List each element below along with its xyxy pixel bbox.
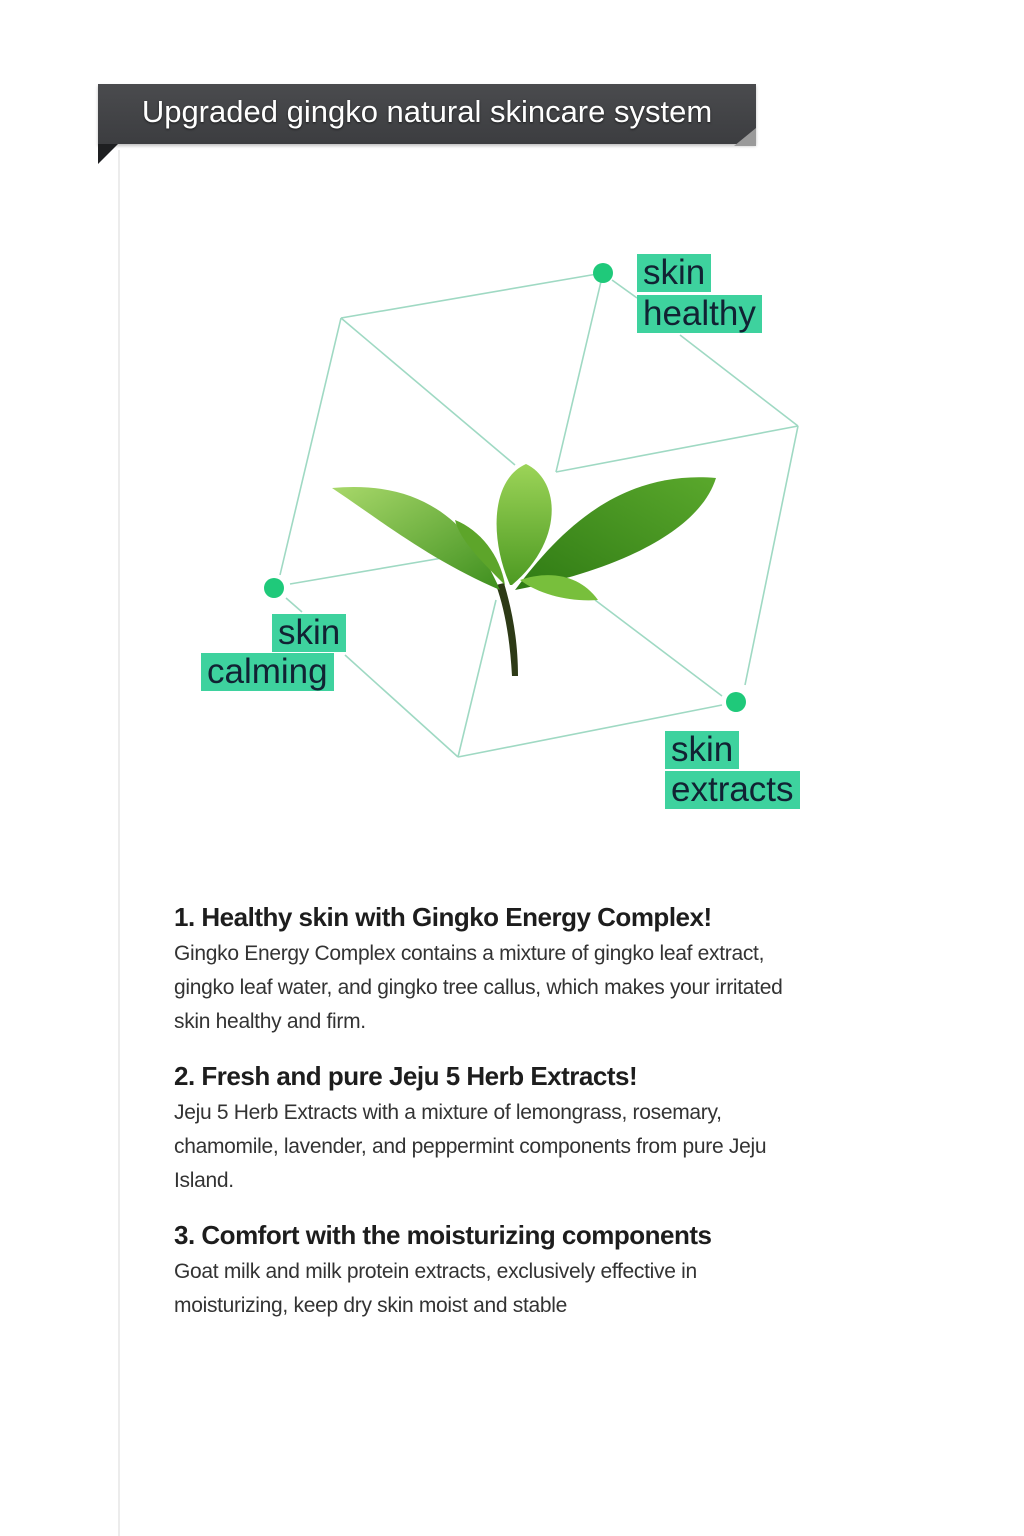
dot-extracts xyxy=(726,692,746,712)
feature-body: Gingko Energy Complex contains a mixture of gingko leaf extract, gingko leaf water, and gingko tree callus, which makes your irritated skin healthy and firm. xyxy=(174,942,783,1033)
feature-list xyxy=(174,902,824,1345)
label-extracts-line2: extracts xyxy=(665,771,800,809)
feature-heading: 1. Healthy skin with Gingko Energy Complex! xyxy=(174,902,712,932)
feature-item xyxy=(174,902,824,1039)
dot-healthy xyxy=(593,263,613,283)
label-extracts-line1: skin xyxy=(665,731,739,769)
feature-body: Goat milk and milk protein extracts, exclusively effective in moisturizing, keep dry skin moist and stable xyxy=(174,1260,697,1317)
feature-heading: 3. Comfort with the moisturizing components xyxy=(174,1220,712,1250)
feature-heading: 2. Fresh and pure Jeju 5 Herb Extracts! xyxy=(174,1061,638,1091)
feature-item xyxy=(174,1220,824,1323)
label-healthy-line2: healthy xyxy=(637,295,762,333)
feature-body: Jeju 5 Herb Extracts with a mixture of lemongrass, rosemary, chamomile, lavender, and peppermint components from pure Jeju Island. xyxy=(174,1101,767,1192)
feature-item xyxy=(174,1061,824,1198)
plant-image xyxy=(332,464,716,676)
label-calming-line1: skin xyxy=(272,614,346,652)
dot-calming xyxy=(264,578,284,598)
label-calming-line2: calming xyxy=(201,653,334,691)
banner-title: Upgraded gingko natural skincare system xyxy=(141,94,713,129)
label-healthy-line1: skin xyxy=(637,254,711,292)
